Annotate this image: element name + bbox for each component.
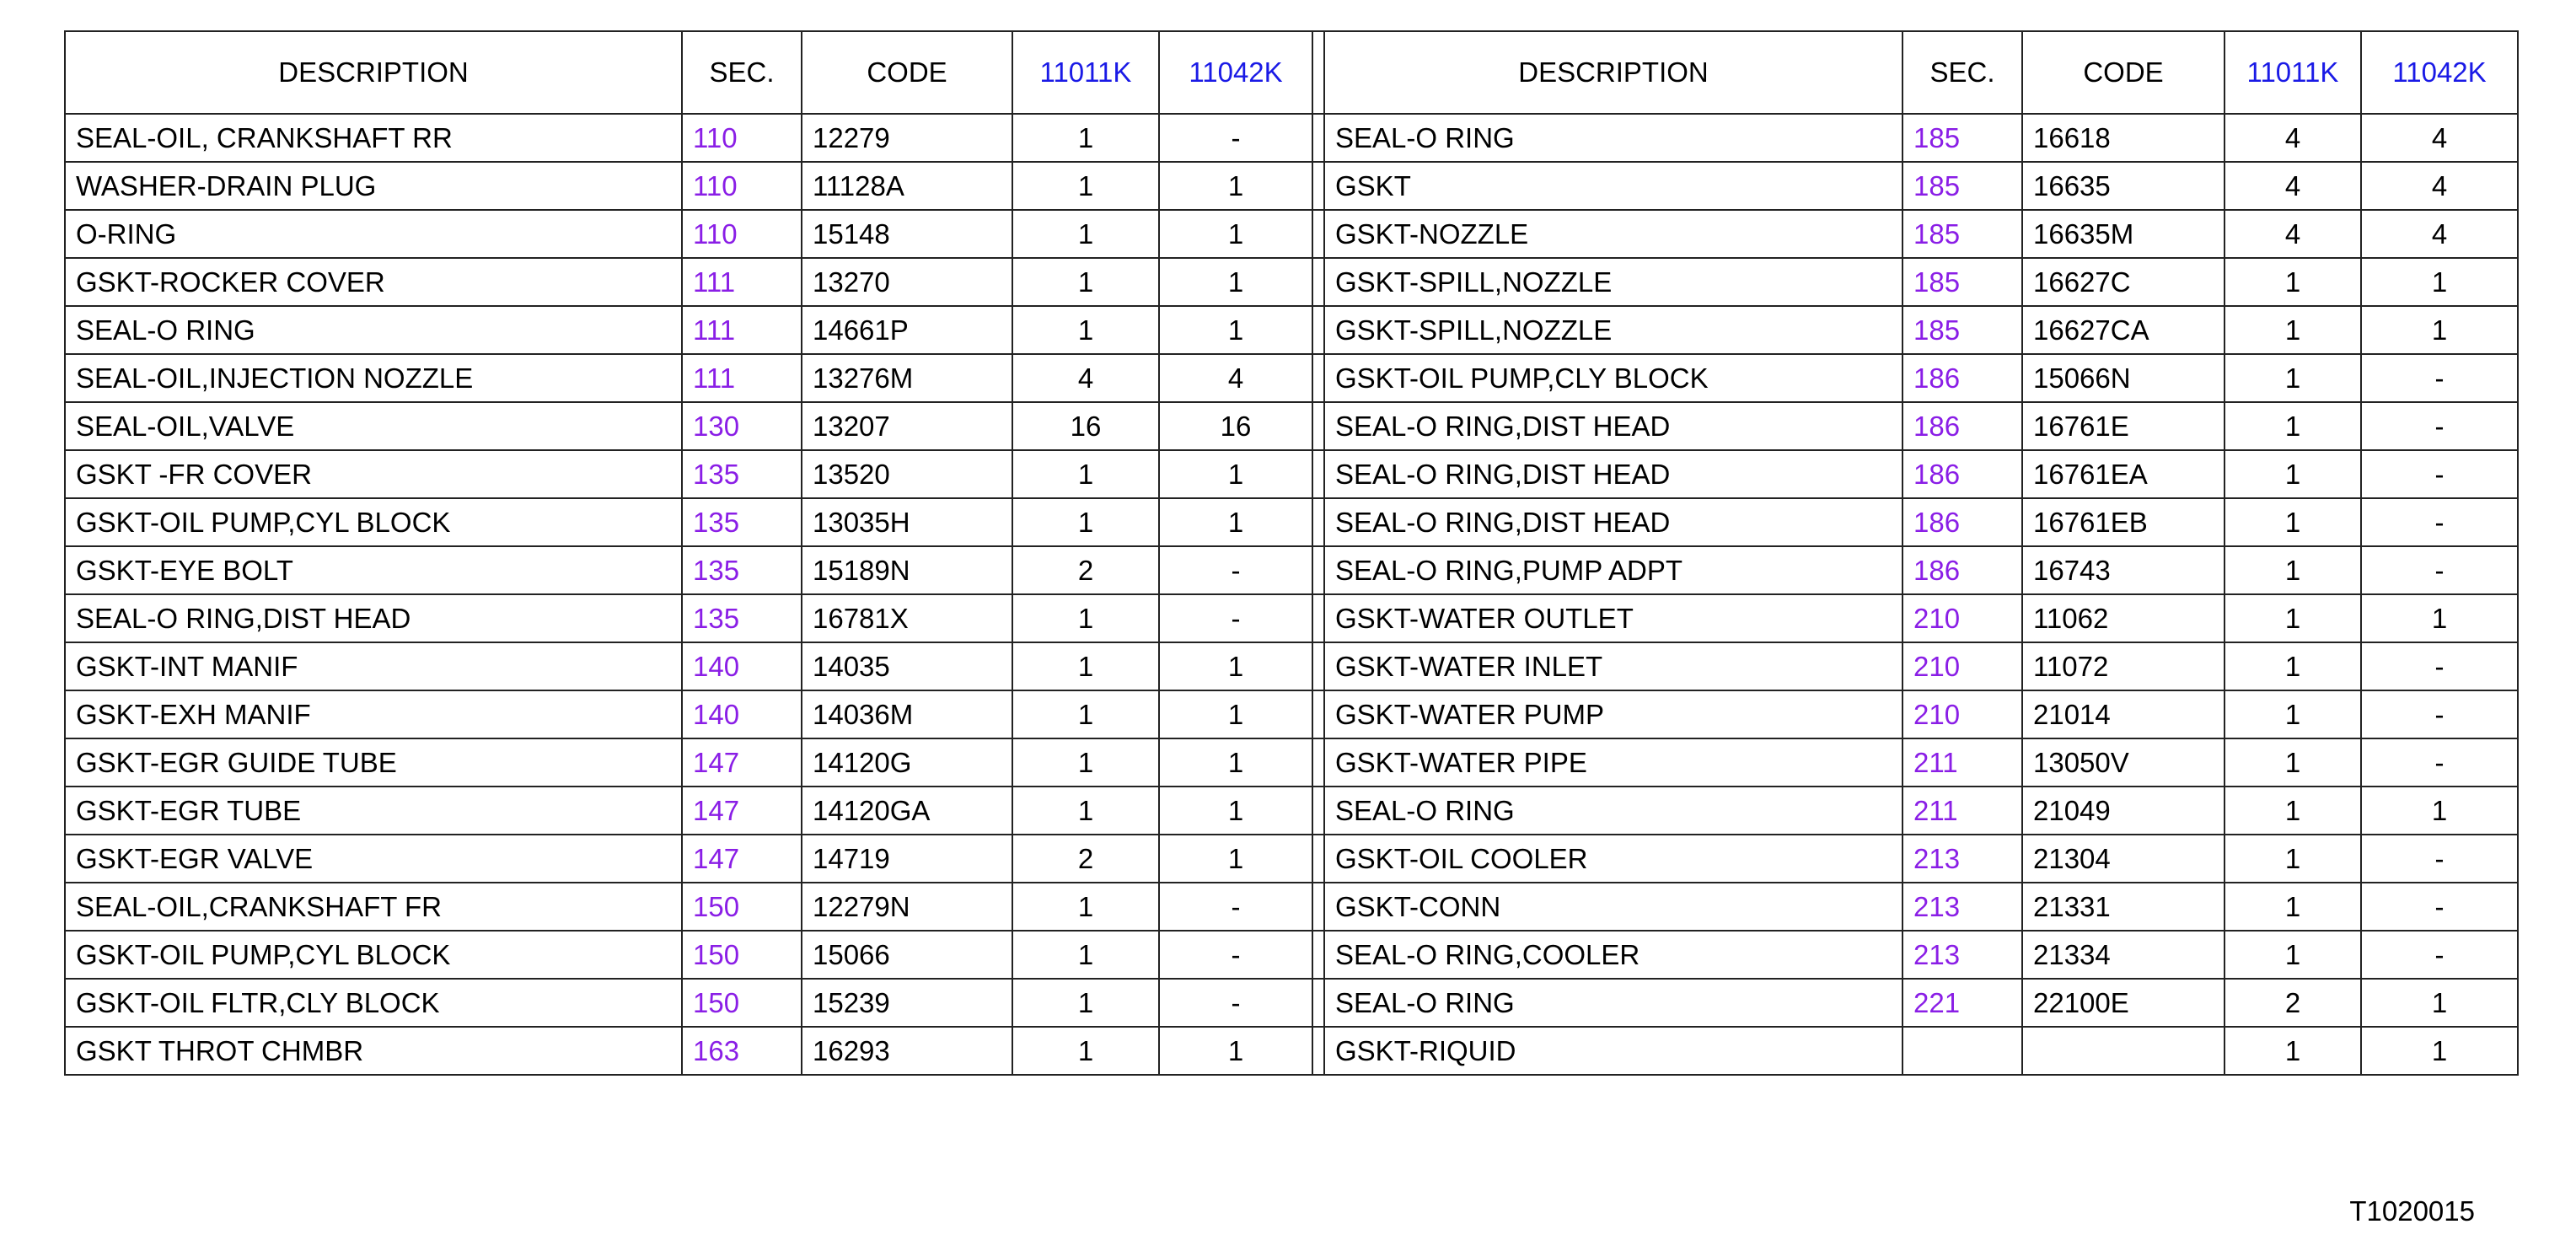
gasket-parts-table xyxy=(64,30,2519,1076)
qty-11011k-right: 1 xyxy=(2224,450,2361,498)
qty-11011k-right: 1 xyxy=(2224,354,2361,402)
column-divider xyxy=(1312,787,1324,835)
qty-11042k-left: 1 xyxy=(1159,835,1312,883)
header-row xyxy=(65,31,2518,114)
table-row xyxy=(65,690,2518,738)
column-divider xyxy=(1312,979,1324,1027)
section-number-left: 135 xyxy=(682,498,802,546)
column-divider xyxy=(1312,1027,1324,1075)
qty-11042k-right: 1 xyxy=(2361,594,2518,642)
qty-11011k-left: 1 xyxy=(1012,594,1159,642)
qty-11042k-right: - xyxy=(2361,498,2518,546)
qty-11042k-right: 1 xyxy=(2361,258,2518,306)
description-left: GSKT-EGR GUIDE TUBE xyxy=(65,738,682,787)
header-model-11042k-right: 11042K xyxy=(2361,31,2518,114)
qty-11011k-right: 1 xyxy=(2224,931,2361,979)
section-number-right xyxy=(1902,1027,2022,1075)
part-code-left: 12279N xyxy=(802,883,1012,931)
qty-11011k-right: 1 xyxy=(2224,498,2361,546)
table-row xyxy=(65,738,2518,787)
section-number-left: 150 xyxy=(682,931,802,979)
description-right: SEAL-O RING,COOLER xyxy=(1324,931,1902,979)
qty-11042k-left: 1 xyxy=(1159,450,1312,498)
qty-11011k-left: 1 xyxy=(1012,883,1159,931)
qty-11042k-right: - xyxy=(2361,931,2518,979)
description-right: SEAL-O RING xyxy=(1324,979,1902,1027)
column-divider xyxy=(1312,114,1324,162)
qty-11011k-left: 2 xyxy=(1012,546,1159,594)
description-left: GSKT-EGR VALVE xyxy=(65,835,682,883)
description-right: GSKT-WATER INLET xyxy=(1324,642,1902,690)
header-sec-right: SEC. xyxy=(1902,31,2022,114)
column-divider xyxy=(1312,594,1324,642)
table-row xyxy=(65,162,2518,210)
qty-11011k-right: 2 xyxy=(2224,979,2361,1027)
description-left: GSKT-EGR TUBE xyxy=(65,787,682,835)
column-divider xyxy=(1312,162,1324,210)
section-number-left: 147 xyxy=(682,787,802,835)
header-sec-left: SEC. xyxy=(682,31,802,114)
qty-11042k-left: 1 xyxy=(1159,738,1312,787)
column-divider xyxy=(1312,690,1324,738)
qty-11042k-right: - xyxy=(2361,546,2518,594)
qty-11042k-right: - xyxy=(2361,450,2518,498)
header-description-left: DESCRIPTION xyxy=(65,31,682,114)
qty-11011k-left: 1 xyxy=(1012,114,1159,162)
column-divider xyxy=(1312,306,1324,354)
qty-11042k-left: - xyxy=(1159,931,1312,979)
part-code-left: 14120G xyxy=(802,738,1012,787)
part-code-left: 13035H xyxy=(802,498,1012,546)
description-left: SEAL-OIL, CRANKSHAFT RR xyxy=(65,114,682,162)
qty-11011k-right: 4 xyxy=(2224,210,2361,258)
qty-11011k-left: 1 xyxy=(1012,979,1159,1027)
qty-11011k-right: 1 xyxy=(2224,594,2361,642)
section-number-left: 110 xyxy=(682,162,802,210)
table-row xyxy=(65,450,2518,498)
description-right: GSKT-NOZZLE xyxy=(1324,210,1902,258)
qty-11042k-right: - xyxy=(2361,883,2518,931)
part-code-left: 14661P xyxy=(802,306,1012,354)
column-divider xyxy=(1312,498,1324,546)
table-row xyxy=(65,883,2518,931)
section-number-right: 210 xyxy=(1902,690,2022,738)
qty-11011k-right: 4 xyxy=(2224,114,2361,162)
qty-11011k-right: 1 xyxy=(2224,690,2361,738)
table-row xyxy=(65,594,2518,642)
description-left: WASHER-DRAIN PLUG xyxy=(65,162,682,210)
table-row xyxy=(65,354,2518,402)
part-code-left: 14719 xyxy=(802,835,1012,883)
part-code-right: 11072 xyxy=(2022,642,2224,690)
qty-11042k-left: - xyxy=(1159,883,1312,931)
section-number-left: 150 xyxy=(682,883,802,931)
qty-11011k-right: 1 xyxy=(2224,1027,2361,1075)
table-row xyxy=(65,402,2518,450)
table-row xyxy=(65,306,2518,354)
qty-11011k-right: 1 xyxy=(2224,258,2361,306)
description-left: GSKT-INT MANIF xyxy=(65,642,682,690)
section-number-left: 147 xyxy=(682,835,802,883)
part-code-right: 16618 xyxy=(2022,114,2224,162)
column-divider xyxy=(1312,258,1324,306)
part-code-left: 13276M xyxy=(802,354,1012,402)
table-row xyxy=(65,258,2518,306)
qty-11042k-left: 1 xyxy=(1159,642,1312,690)
section-number-right: 213 xyxy=(1902,883,2022,931)
description-left: GSKT -FR COVER xyxy=(65,450,682,498)
header-code-left: CODE xyxy=(802,31,1012,114)
qty-11011k-right: 1 xyxy=(2224,883,2361,931)
qty-11042k-right: 4 xyxy=(2361,210,2518,258)
qty-11011k-left: 1 xyxy=(1012,1027,1159,1075)
part-code-right: 16761E xyxy=(2022,402,2224,450)
description-left: GSKT-ROCKER COVER xyxy=(65,258,682,306)
column-divider xyxy=(1312,738,1324,787)
table-row xyxy=(65,1027,2518,1075)
qty-11042k-left: 1 xyxy=(1159,210,1312,258)
qty-11011k-left: 1 xyxy=(1012,306,1159,354)
part-code-right: 22100E xyxy=(2022,979,2224,1027)
column-divider xyxy=(1312,883,1324,931)
description-left: SEAL-OIL,CRANKSHAFT FR xyxy=(65,883,682,931)
qty-11042k-left: 1 xyxy=(1159,498,1312,546)
section-number-left: 111 xyxy=(682,306,802,354)
section-number-right: 186 xyxy=(1902,354,2022,402)
qty-11042k-left: 1 xyxy=(1159,162,1312,210)
section-number-right: 210 xyxy=(1902,594,2022,642)
qty-11011k-right: 1 xyxy=(2224,642,2361,690)
description-right: GSKT-OIL PUMP,CLY BLOCK xyxy=(1324,354,1902,402)
part-code-left: 14120GA xyxy=(802,787,1012,835)
section-number-right: 185 xyxy=(1902,306,2022,354)
section-number-left: 135 xyxy=(682,546,802,594)
qty-11011k-right: 1 xyxy=(2224,306,2361,354)
part-code-right: 11062 xyxy=(2022,594,2224,642)
section-number-right: 210 xyxy=(1902,642,2022,690)
section-number-right: 186 xyxy=(1902,402,2022,450)
header-model-11011k-right: 11011K xyxy=(2224,31,2361,114)
qty-11042k-right: 4 xyxy=(2361,162,2518,210)
section-number-left: 140 xyxy=(682,642,802,690)
qty-11042k-right: - xyxy=(2361,642,2518,690)
section-number-right: 211 xyxy=(1902,738,2022,787)
table-row xyxy=(65,787,2518,835)
description-left: GSKT-EXH MANIF xyxy=(65,690,682,738)
part-code-right: 16635 xyxy=(2022,162,2224,210)
section-number-right: 185 xyxy=(1902,162,2022,210)
qty-11042k-right: - xyxy=(2361,738,2518,787)
part-code-right: 16627CA xyxy=(2022,306,2224,354)
description-left: O-RING xyxy=(65,210,682,258)
qty-11042k-left: 1 xyxy=(1159,787,1312,835)
part-code-right xyxy=(2022,1027,2224,1075)
header-model-11011k-left: 11011K xyxy=(1012,31,1159,114)
description-left: SEAL-OIL,VALVE xyxy=(65,402,682,450)
qty-11011k-right: 1 xyxy=(2224,546,2361,594)
part-code-right: 21304 xyxy=(2022,835,2224,883)
qty-11042k-right: 4 xyxy=(2361,114,2518,162)
section-number-right: 213 xyxy=(1902,835,2022,883)
parts-table-body xyxy=(65,114,2518,1075)
qty-11011k-left: 1 xyxy=(1012,498,1159,546)
part-code-right: 16627C xyxy=(2022,258,2224,306)
qty-11042k-left: - xyxy=(1159,546,1312,594)
column-divider xyxy=(1312,931,1324,979)
part-code-right: 21334 xyxy=(2022,931,2224,979)
description-right: SEAL-O RING,DIST HEAD xyxy=(1324,450,1902,498)
qty-11011k-right: 1 xyxy=(2224,787,2361,835)
section-number-left: 135 xyxy=(682,450,802,498)
description-left: GSKT-OIL FLTR,CLY BLOCK xyxy=(65,979,682,1027)
qty-11011k-right: 1 xyxy=(2224,402,2361,450)
qty-11042k-right: 1 xyxy=(2361,979,2518,1027)
header-code-right: CODE xyxy=(2022,31,2224,114)
section-number-right: 186 xyxy=(1902,498,2022,546)
description-right: SEAL-O RING xyxy=(1324,114,1902,162)
qty-11042k-left: - xyxy=(1159,594,1312,642)
part-code-right: 16761EA xyxy=(2022,450,2224,498)
part-code-left: 13270 xyxy=(802,258,1012,306)
column-divider xyxy=(1312,835,1324,883)
column-divider xyxy=(1312,354,1324,402)
qty-11042k-left: 1 xyxy=(1159,690,1312,738)
part-code-left: 16293 xyxy=(802,1027,1012,1075)
section-number-left: 163 xyxy=(682,1027,802,1075)
qty-11011k-left: 1 xyxy=(1012,738,1159,787)
qty-11042k-left: 1 xyxy=(1159,1027,1312,1075)
description-right: SEAL-O RING,DIST HEAD xyxy=(1324,402,1902,450)
header-model-11042k-left: 11042K xyxy=(1159,31,1312,114)
section-number-left: 150 xyxy=(682,979,802,1027)
description-right: GSKT-RIQUID xyxy=(1324,1027,1902,1075)
section-number-right: 213 xyxy=(1902,931,2022,979)
part-code-right: 16635M xyxy=(2022,210,2224,258)
qty-11042k-right: - xyxy=(2361,835,2518,883)
qty-11042k-right: 1 xyxy=(2361,787,2518,835)
table-row xyxy=(65,931,2518,979)
part-code-left: 15239 xyxy=(802,979,1012,1027)
qty-11042k-left: 1 xyxy=(1159,306,1312,354)
part-code-left: 15148 xyxy=(802,210,1012,258)
description-left: GSKT-OIL PUMP,CYL BLOCK xyxy=(65,931,682,979)
qty-11011k-right: 4 xyxy=(2224,162,2361,210)
qty-11011k-right: 1 xyxy=(2224,738,2361,787)
column-divider xyxy=(1312,31,1324,114)
part-code-right: 16761EB xyxy=(2022,498,2224,546)
column-divider xyxy=(1312,402,1324,450)
section-number-left: 110 xyxy=(682,114,802,162)
qty-11042k-left: 4 xyxy=(1159,354,1312,402)
description-right: GSKT xyxy=(1324,162,1902,210)
section-number-right: 185 xyxy=(1902,114,2022,162)
section-number-right: 221 xyxy=(1902,979,2022,1027)
qty-11011k-left: 1 xyxy=(1012,787,1159,835)
part-code-left: 15189N xyxy=(802,546,1012,594)
section-number-left: 140 xyxy=(682,690,802,738)
header-description-right: DESCRIPTION xyxy=(1324,31,1902,114)
description-right: GSKT-SPILL,NOZZLE xyxy=(1324,306,1902,354)
section-number-left: 111 xyxy=(682,258,802,306)
qty-11011k-left: 1 xyxy=(1012,931,1159,979)
qty-11042k-left: 16 xyxy=(1159,402,1312,450)
part-code-right: 21014 xyxy=(2022,690,2224,738)
qty-11042k-right: - xyxy=(2361,690,2518,738)
section-number-right: 211 xyxy=(1902,787,2022,835)
description-right: GSKT-WATER PIPE xyxy=(1324,738,1902,787)
qty-11042k-right: 1 xyxy=(2361,306,2518,354)
section-number-right: 186 xyxy=(1902,450,2022,498)
part-code-left: 15066 xyxy=(802,931,1012,979)
qty-11042k-right: - xyxy=(2361,402,2518,450)
description-right: GSKT-CONN xyxy=(1324,883,1902,931)
qty-11042k-left: - xyxy=(1159,114,1312,162)
qty-11042k-left: - xyxy=(1159,979,1312,1027)
qty-11011k-left: 1 xyxy=(1012,450,1159,498)
part-code-right: 15066N xyxy=(2022,354,2224,402)
description-right: SEAL-O RING,PUMP ADPT xyxy=(1324,546,1902,594)
description-right: GSKT-WATER PUMP xyxy=(1324,690,1902,738)
table-row xyxy=(65,114,2518,162)
section-number-right: 186 xyxy=(1902,546,2022,594)
description-right: GSKT-OIL COOLER xyxy=(1324,835,1902,883)
qty-11011k-left: 1 xyxy=(1012,162,1159,210)
section-number-left: 135 xyxy=(682,594,802,642)
qty-11011k-left: 16 xyxy=(1012,402,1159,450)
description-left: GSKT THROT CHMBR xyxy=(65,1027,682,1075)
part-code-left: 14035 xyxy=(802,642,1012,690)
qty-11011k-left: 1 xyxy=(1012,690,1159,738)
table-row xyxy=(65,210,2518,258)
description-left: GSKT-EYE BOLT xyxy=(65,546,682,594)
qty-11011k-left: 1 xyxy=(1012,210,1159,258)
section-number-left: 130 xyxy=(682,402,802,450)
part-code-left: 14036M xyxy=(802,690,1012,738)
column-divider xyxy=(1312,546,1324,594)
description-right: SEAL-O RING,DIST HEAD xyxy=(1324,498,1902,546)
section-number-right: 185 xyxy=(1902,210,2022,258)
qty-11042k-right: - xyxy=(2361,354,2518,402)
section-number-left: 111 xyxy=(682,354,802,402)
section-number-left: 147 xyxy=(682,738,802,787)
description-left: SEAL-OIL,INJECTION NOZZLE xyxy=(65,354,682,402)
table-row xyxy=(65,498,2518,546)
qty-11011k-left: 2 xyxy=(1012,835,1159,883)
column-divider xyxy=(1312,210,1324,258)
table-row xyxy=(65,979,2518,1027)
part-code-right: 21049 xyxy=(2022,787,2224,835)
qty-11011k-left: 1 xyxy=(1012,642,1159,690)
qty-11042k-right: 1 xyxy=(2361,1027,2518,1075)
column-divider xyxy=(1312,642,1324,690)
qty-11011k-left: 1 xyxy=(1012,258,1159,306)
part-code-left: 13520 xyxy=(802,450,1012,498)
part-code-left: 13207 xyxy=(802,402,1012,450)
part-code-left: 11128A xyxy=(802,162,1012,210)
description-right: GSKT-WATER OUTLET xyxy=(1324,594,1902,642)
section-number-left: 110 xyxy=(682,210,802,258)
part-code-right: 13050V xyxy=(2022,738,2224,787)
qty-11011k-right: 1 xyxy=(2224,835,2361,883)
part-code-left: 12279 xyxy=(802,114,1012,162)
column-divider xyxy=(1312,450,1324,498)
table-row xyxy=(65,642,2518,690)
diagram-code: T1020015 xyxy=(2349,1195,2475,1227)
description-right: GSKT-SPILL,NOZZLE xyxy=(1324,258,1902,306)
table-row xyxy=(65,835,2518,883)
section-number-right: 185 xyxy=(1902,258,2022,306)
qty-11011k-left: 4 xyxy=(1012,354,1159,402)
part-code-right: 21331 xyxy=(2022,883,2224,931)
description-left: SEAL-O RING,DIST HEAD xyxy=(65,594,682,642)
table-row xyxy=(65,546,2518,594)
part-code-right: 16743 xyxy=(2022,546,2224,594)
part-code-left: 16781X xyxy=(802,594,1012,642)
description-right: SEAL-O RING xyxy=(1324,787,1902,835)
description-left: SEAL-O RING xyxy=(65,306,682,354)
description-left: GSKT-OIL PUMP,CYL BLOCK xyxy=(65,498,682,546)
qty-11042k-left: 1 xyxy=(1159,258,1312,306)
